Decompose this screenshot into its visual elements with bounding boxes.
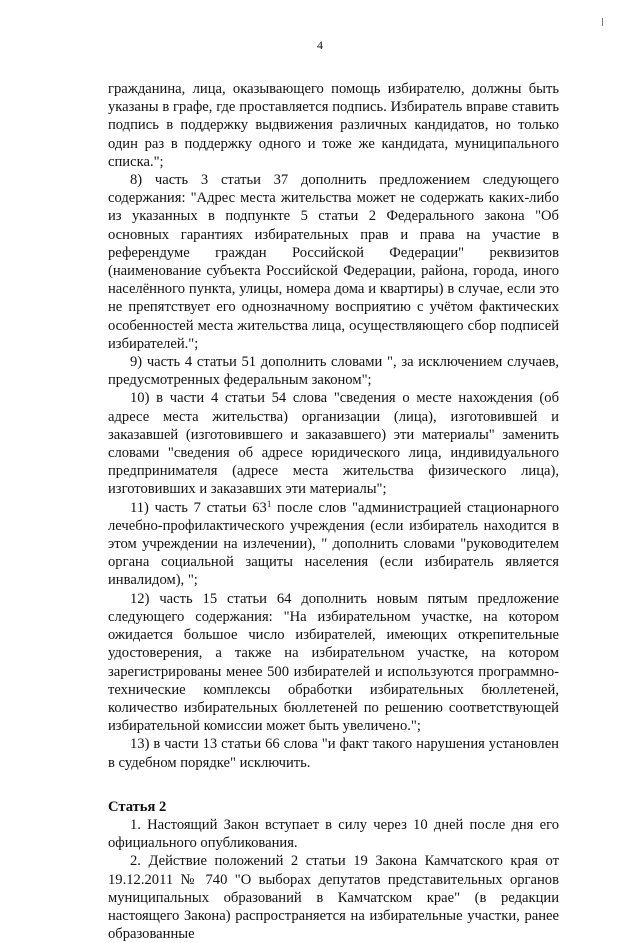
paragraph-item-11-rest: после слов "администрацией стационарного лечебно-профилактического учреждения (если избиратель находится в этом учреждении на излечении), " дополнить словами "руководителем органа социальной защиты населения (если избиратель является инвалидом), "; [108,499,560,589]
scan-mark [602,18,603,26]
paragraph-item-13: 13) в части 13 статьи 66 слова "и факт такого нарушения установлен в судебном порядке" исключить. [108,736,559,771]
paragraph-item-12: 12) часть 15 статьи 64 дополнить новым пятым предложение следующего содержания: "На избирательном участке, на котором ожидается большое число избирателей, имеющих открепительные удостоверения, а также на избирательном участке, на котором зарегистрированы менее 500 избирателей и используются программно-технические комплексы обработки избирательных бюллетеней, количество избирательных бюллетеней по решению соответствующей избирательной комиссии может быть увеличено."; [108,590,559,735]
paragraph-continuation: гражданина, лица, оказывающего помощь избирателю, должны быть указаны в графе, где проставляется подпись. Избиратель вправе ставить подпись в поддержку выдвижения различных кандидатов, но только один раз в поддержку одного и тоже же кандидата, муниципального списка."; [108,81,559,170]
document-body [108,80,559,943]
paragraph-item-11 [108,499,559,590]
paragraph-item-10: 10) в части 4 статьи 54 слова "сведения о месте нахождения (об адресе места жительства) организации (лица), изготовившей и заказавшей (изготовившего и заказавшего) эти материалы" заменить словами "сведения об адресе юридического лица, индивидуального предпринимателя (адресе места жительства физического лица), изготовивших и заказавших эти материалы"; [108,390,559,498]
paragraph-item-8: 8) часть 3 статьи 37 дополнить предложением следующего содержания: "Адрес места жительства может не содержать каких-либо из указанных в подпункте 5 статьи 2 Федерального закона "Об основных гарантиях избирательных прав и права на участие в референдуме граждан Российской Федерации" реквизитов (наименование субъекта Российской Федерации, района, города, иного населённого пункта, улицы, номера дома и квартиры) в случае, если это не препятствует его однозначному восприятию с учётом фактических особенностей места жительства лица, осуществляющего сбор подписей избирателей."; [108,172,559,352]
paragraph-item-11-start: 11) часть 7 статьи 63 [130,499,267,516]
article-paragraph-2: 2. Действие положений 2 статьи 19 Закона Камчатского края от 19.12.2011 № 740 "О выборах депутатов представительных органов муниципальных образований в Камчатском крае" (в редакции настоящего Закона) распространяется на избирательные участки, ранее образованные [108,853,559,943]
page-number: 4 [317,38,323,52]
article-paragraph-1: 1. Настоящий Закон вступает в силу через 10 дней после дня его официального опубликования. [108,816,559,852]
paragraph-item-9: 9) часть 4 статьи 51 дополнить словами ", за исключением случаев, предусмотренных федеральным законом"; [108,354,559,389]
article-superscript: 1 [266,498,272,509]
article-heading: Статья 2 [108,798,167,815]
